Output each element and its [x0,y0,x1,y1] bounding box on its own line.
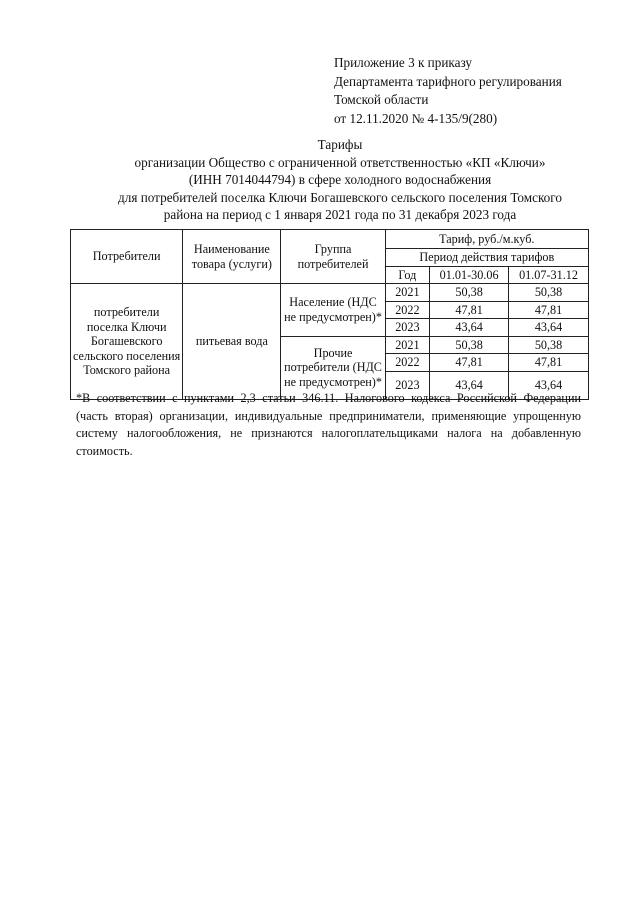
tariff-cell: 43,64 [509,371,589,399]
footnote: *В соответствии с пунктами 2,3 статьи 346.11. Налогового кодекса Российской Федерации (часть вторая) организации, индивидуальные предприниматели, применяющие упрощенную систему налогообложения, не признаются налогоплательщиками налога на добавленную стоимость. [76,391,581,458]
appendix-line: Департамента тарифного регулирования [334,73,562,89]
header-year: Год [385,266,430,284]
tariff-cell: 50,38 [430,284,509,302]
header-consumers: Потребители [71,230,183,284]
year-cell: 2023 [385,371,430,399]
tariff-cell: 47,81 [509,301,589,319]
header-group: Группа потребителей [281,230,385,284]
document-title [60,136,620,224]
group-cell: Прочие потребители (НДС не предусмотрен)* [281,336,385,399]
group-cell: Население (НДС не предусмотрен)* [281,284,385,337]
title-line: организации Общество с ограниченной ответственностью «КП «Ключи» [134,154,546,170]
appendix-line: Томской области [334,92,429,107]
appendix-line: Приложение 3 к приказу [334,55,472,70]
title-line: района на период с 1 января 2021 года по 31 декабря 2023 года [163,207,517,222]
title-line: (ИНН 7014044794) в сфере холодного водоснабжения [188,172,492,187]
title-line: Тарифы [317,137,363,152]
tariff-cell: 50,38 [509,336,589,354]
tariff-cell: 43,64 [509,319,589,337]
appendix-header [334,54,562,128]
header-period: Период действия тарифов [385,249,588,267]
tariff-cell: 43,64 [430,319,509,337]
header-second-half: 01.07-31.12 [509,266,589,284]
title-line: для потребителей поселка Ключи Богашевского сельского поселения Томского [118,189,562,205]
tariff-table [70,229,589,400]
appendix-line: от 12.11.2020 № 4-135/9(280) [334,110,498,126]
year-cell: 2021 [385,336,430,354]
tariff-cell: 50,38 [509,284,589,302]
header-product: Наименование товара (услуги) [183,230,281,284]
year-cell: 2021 [385,284,430,302]
tariff-cell: 43,64 [430,371,509,399]
year-cell: 2022 [385,301,430,319]
consumer-cell: потребители поселка Ключи Богашевского сельского поселения Томского района [71,284,183,400]
year-cell: 2022 [385,354,430,372]
header-first-half: 01.01-30.06 [430,266,509,284]
tariff-cell: 47,81 [509,354,589,372]
tariff-cell: 50,38 [430,336,509,354]
product-cell: питьевая вода [183,284,281,400]
header-tariff: Тариф, руб./м.куб. [385,230,588,249]
table-row [71,284,589,302]
tariff-cell: 47,81 [430,354,509,372]
tariff-cell: 47,81 [430,301,509,319]
year-cell: 2023 [385,319,430,337]
